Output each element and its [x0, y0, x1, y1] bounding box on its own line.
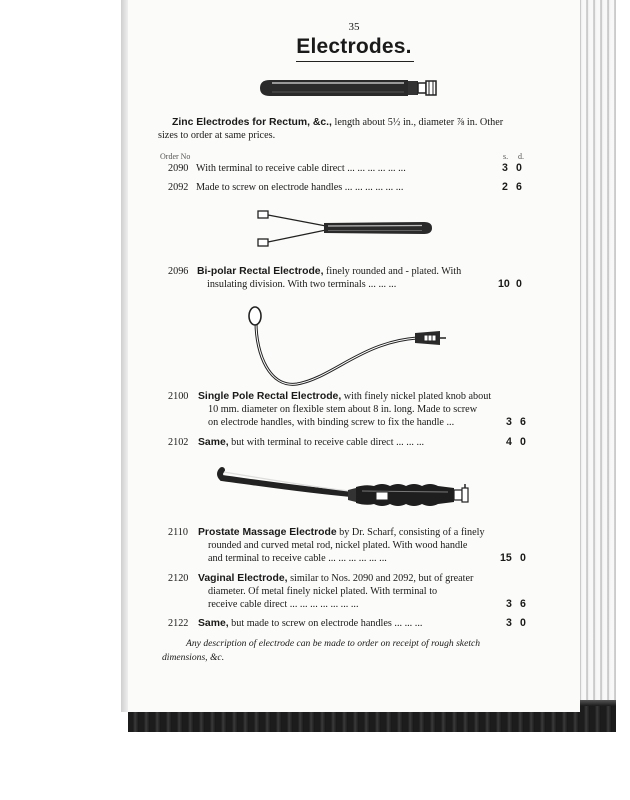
intro-description: length about 5½ in., diameter ⅞ in. Other: [331, 117, 504, 128]
item-number: 2110: [168, 527, 188, 538]
price-pence: 6: [516, 181, 522, 193]
item-description: Prostate Massage Electrode by Dr. Scharf, consisting of a finely: [198, 527, 485, 538]
item-name: Vaginal Electrode,: [198, 573, 288, 584]
order-no-header: Order No: [160, 152, 191, 161]
bipolar-rectal-electrode-illustration: [256, 206, 434, 250]
item-number: 2120: [168, 573, 189, 584]
page-number: 35: [348, 21, 360, 33]
zinc-rectal-electrode-illustration: [258, 72, 444, 104]
price-shillings: 3: [506, 598, 512, 610]
item-number: 2096: [168, 266, 189, 277]
pence-header: d.: [518, 152, 524, 161]
item-description-line: 10 mm. diameter on flexible stem about 8 in. long. Made to screw: [208, 404, 478, 415]
intro-text: [172, 116, 503, 129]
item-name: Same,: [198, 437, 229, 448]
intro-line-2: sizes to order at same prices.: [158, 130, 276, 141]
item-name: Same,: [198, 618, 229, 629]
shillings-header: s.: [503, 152, 509, 161]
item-description: Single Pole Rectal Electrode, with finely nickel plated knob about: [198, 391, 492, 402]
item-name: Bi-polar Rectal Electrode,: [197, 266, 324, 277]
item-description-line: rounded and curved metal rod, nickel plated. With wood handle: [208, 540, 468, 551]
price-shillings: 3: [506, 617, 512, 629]
item-name: Prostate Massage Electrode: [198, 527, 337, 538]
title-underline: [296, 61, 414, 62]
item-description-line: diameter. Of metal finely nickel plated. With terminal to: [208, 586, 438, 597]
price-shillings: 15: [500, 552, 512, 564]
price-pence: 0: [516, 162, 522, 174]
page-title: Electrodes.: [296, 35, 412, 58]
item-description: Bi-polar Rectal Electrode, finely rounded and - plated. With: [197, 266, 462, 277]
price-pence: 6: [520, 416, 526, 428]
item-description-line: receive cable direct ... ... ... ... ... ... ...: [208, 599, 359, 610]
price-pence: 0: [520, 436, 526, 448]
item-description: Same, but made to screw on electrode handles ... ... ...: [198, 618, 423, 629]
prostate-massage-electrode-illustration: [216, 462, 478, 510]
price-shillings: 10: [498, 278, 510, 290]
item-description-line: and terminal to receive cable ... ... ... ... ... ...: [208, 553, 387, 564]
price-shillings: 3: [506, 416, 512, 428]
footnote-line-2: dimensions, &c.: [162, 652, 225, 663]
price-pence: 6: [520, 598, 526, 610]
intro-name: Zinc Electrodes for Rectum, &c.,: [172, 117, 332, 128]
item-description: With terminal to receive cable direct ... ... ... ... ... ...: [196, 163, 406, 174]
item-number: 2090: [168, 163, 189, 174]
price-pence: 0: [520, 552, 526, 564]
item-number: 2102: [168, 437, 189, 448]
item-number: 2122: [168, 618, 189, 629]
item-number: 2100: [168, 391, 189, 402]
price-shillings: 4: [506, 436, 512, 448]
item-description: Made to screw on electrode handles ... ... ... ... ... ...: [196, 182, 404, 193]
catalog-page: [128, 0, 580, 712]
price-pence: 0: [520, 617, 526, 629]
item-description: Vaginal Electrode, similar to Nos. 2090 and 2092, but of greater: [198, 573, 474, 584]
item-description: Same, but with terminal to receive cable direct ... ... ...: [198, 437, 425, 448]
price-pence: 0: [516, 278, 522, 290]
book-page-edges: [576, 0, 616, 712]
item-description-line: insulating division. With two terminals ... ... ...: [207, 279, 397, 290]
price-shillings: 3: [502, 162, 508, 174]
footnote: Any description of electrode can be made to order on receipt of rough sketch: [186, 638, 481, 649]
single-pole-rectal-electrode-illustration: [242, 300, 448, 392]
price-shillings: 2: [502, 181, 508, 193]
item-description-line: on electrode handles, with binding screw to fix the handle ...: [208, 417, 455, 428]
item-number: 2092: [168, 182, 189, 193]
item-name: Single Pole Rectal Electrode,: [198, 391, 342, 402]
